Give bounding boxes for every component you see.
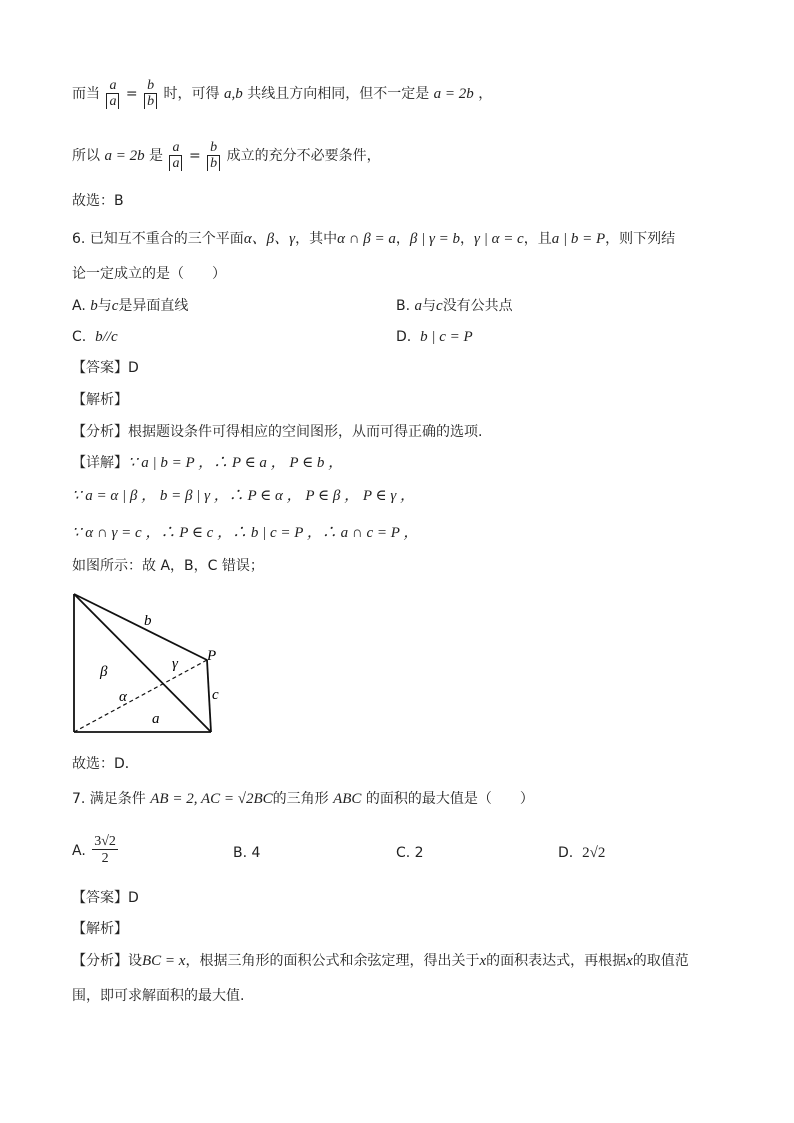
math: c [436, 298, 443, 314]
text: 而当 [72, 86, 100, 102]
frac-num: a [169, 140, 182, 156]
text: 共线且方向相同，但不一定是 [247, 86, 430, 102]
math: b [90, 298, 98, 314]
text: 的三角形 [272, 791, 329, 807]
fraction-b-over-norm-b [144, 78, 157, 110]
math: a [414, 298, 423, 314]
q5-line-1 [72, 78, 492, 110]
math: α、β、γ [243, 231, 296, 247]
math-a-eq-2b: a = 2b [104, 148, 145, 164]
math: ABC [333, 791, 362, 807]
q7-fenxi-line1 [72, 951, 689, 971]
frac-num: b [207, 140, 220, 156]
math-a-eq-2b: a = 2b [433, 86, 474, 102]
frac-den: b [144, 94, 157, 109]
q6-detail-1 [72, 453, 343, 473]
text: D. [558, 845, 574, 861]
q7-answer: 【答案】D [72, 890, 139, 906]
label-gamma: γ [172, 656, 178, 672]
q6-answer: 【答案】D [72, 360, 139, 376]
text: C. [72, 329, 87, 345]
text: ，根据三角形的面积公式和余弦定理，得出关于 [185, 953, 480, 969]
math: b//c [95, 329, 118, 345]
frac-den: a [169, 156, 182, 171]
text: 的面积表达式，再根据 [486, 953, 627, 969]
q6-stem-line1 [72, 229, 675, 249]
text: 是异面直线 [118, 298, 189, 314]
q7-option-d [558, 843, 605, 863]
q6-detail-3 [72, 523, 418, 543]
plane-intersection-figure [68, 590, 268, 740]
math: 2√2 [582, 845, 606, 861]
eq: = [125, 86, 138, 102]
math: AB = 2, AC = √2BC [150, 791, 273, 807]
math: x [626, 953, 633, 969]
math: ∵ α ∩ γ = c ，∴ P ∈ c ，∴ b | c = P ，∴ a ∩ c = P ， [72, 525, 419, 541]
text: ，且 [523, 231, 552, 247]
math: a | b = P [551, 231, 606, 247]
q6-stem-line2: 论一定成立的是（ ） [72, 266, 226, 282]
math-vec-ab: a,b [224, 86, 243, 102]
q6-option-b [396, 296, 513, 316]
q6-fenxi: 【分析】根据题设条件可得相应的空间图形，从而可得正确的选项. [72, 424, 483, 440]
text: 的面积的最大值是（ ） [365, 791, 534, 807]
text: A. [72, 298, 86, 314]
label-c: c [212, 687, 219, 703]
frac-den: b [207, 156, 220, 171]
q6-option-c [72, 327, 118, 347]
math: b | c = P [420, 329, 473, 345]
figure-edge-diagonal [74, 594, 211, 732]
text: 7. 满足条件 [72, 791, 146, 807]
figure-edge-b [74, 594, 207, 660]
text: 没有公共点 [442, 298, 513, 314]
label-a: a [152, 711, 160, 727]
math: γ | α = c [474, 231, 524, 247]
text: 的取值范 [632, 953, 689, 969]
text: 与 [97, 298, 112, 314]
text: ， [395, 231, 410, 247]
q6-detail-2 [72, 486, 415, 506]
q6-option-d [396, 327, 473, 347]
frac-den: 2 [101, 851, 109, 866]
label-alpha: α [119, 689, 127, 705]
q5-line-2 [72, 140, 381, 172]
math: x [479, 953, 487, 969]
q6-option-a [72, 296, 188, 316]
text: 所以 [72, 148, 100, 164]
q6-figure-caption: 如图所示：故 A，B，C 错误； [72, 558, 264, 574]
text: 时，可得 [163, 86, 220, 102]
q7-fenxi-line2: 围，即可求解面积的最大值. [72, 988, 245, 1004]
math: ∵ a = α | β ， b = β | γ ，∴ P ∈ α ， P ∈ β ， P ∈ γ ， [72, 488, 416, 504]
math: BC = x [142, 953, 186, 969]
frac-num: b [144, 78, 157, 94]
figure-edge-c [207, 660, 211, 732]
figure-edge-a-dashed [74, 660, 207, 732]
fraction [92, 834, 118, 868]
label-P: P [207, 648, 217, 664]
q7-option-b: B. 4 [233, 845, 261, 861]
text: 6. 已知互不重合的三个平面 [72, 231, 244, 247]
fraction-b-over-norm-b [207, 140, 220, 172]
frac-den: a [106, 94, 119, 109]
q6-choose: 故选：D． [72, 756, 139, 772]
q6-analysis-heading: 【解析】 [72, 392, 128, 408]
math: c [111, 298, 119, 314]
q5-answer: 故选：B [72, 193, 124, 209]
q7-option-c: C. 2 [396, 845, 424, 861]
text: 与 [422, 298, 437, 314]
text: 是 [149, 148, 164, 164]
text: B. [396, 298, 411, 314]
text: 【详解】 [72, 455, 128, 471]
text: ， [460, 231, 475, 247]
math: α ∩ β = a [337, 231, 396, 247]
math: ∵ a | b = P ，∴ P ∈ a ， P ∈ b ， [128, 455, 344, 471]
text: ，其中 [295, 231, 338, 247]
label-b: b [144, 613, 152, 629]
eq: = [188, 148, 201, 164]
text: ，则下列结 [605, 231, 676, 247]
text: ， [478, 86, 493, 102]
q7-analysis-heading: 【解析】 [72, 921, 128, 937]
text: 成立的充分不必要条件， [226, 148, 381, 164]
text: 【分析】设 [72, 953, 142, 969]
q7-stem [72, 789, 534, 809]
fraction-a-over-norm-a [106, 78, 119, 110]
frac-num: 3√2 [94, 834, 116, 849]
math: β | γ = b [409, 231, 461, 247]
q7-option-a [72, 834, 120, 868]
text: A. [72, 843, 86, 859]
label-beta: β [100, 664, 108, 680]
frac-num: a [106, 78, 119, 94]
text: D. [396, 329, 412, 345]
fraction-a-over-norm-a [169, 140, 182, 172]
